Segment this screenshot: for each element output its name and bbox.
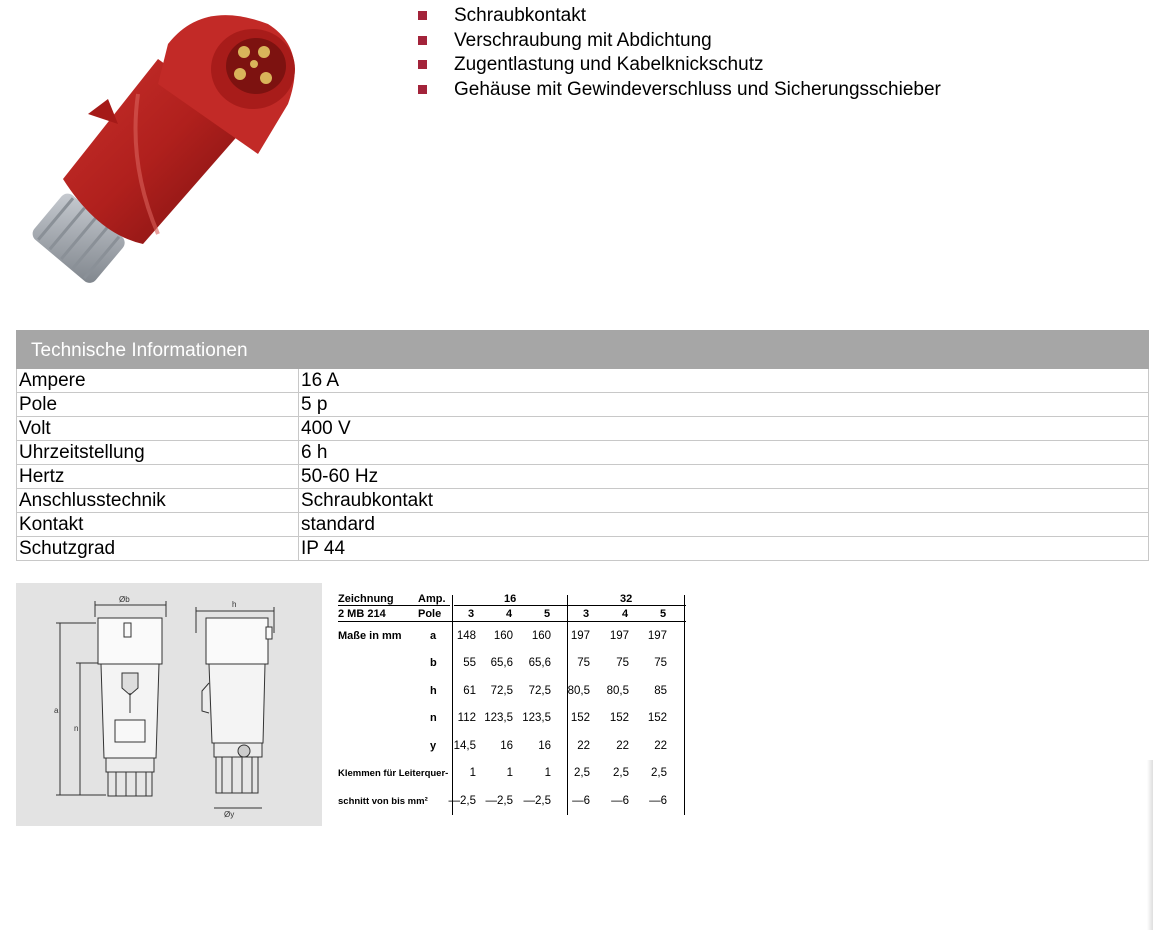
dim-cell: 85 <box>654 685 667 697</box>
feature-text: Gehäuse mit Gewindeverschluss und Sicherungsschieber <box>454 78 941 100</box>
pole-col: 3 <box>468 608 475 620</box>
dim-cell: 22 <box>577 740 590 752</box>
dim-cell: 197 <box>609 630 629 642</box>
pole-col: 5 <box>660 608 667 620</box>
dim-row-key: n <box>430 712 437 724</box>
pole-col: 5 <box>544 608 551 620</box>
row-label: Uhrzeitstellung <box>17 441 299 465</box>
rule <box>338 621 686 622</box>
row-value: 5 p <box>299 393 1149 417</box>
edge-shadow <box>1147 760 1153 930</box>
dim-cell: 75 <box>577 657 590 669</box>
dim-cell: 148 <box>456 630 476 642</box>
feature-text: Verschraubung mit Abdichtung <box>454 29 712 51</box>
square-bullet-icon <box>418 36 427 45</box>
rule <box>567 595 568 815</box>
dim-label-b: Øb <box>119 595 130 604</box>
square-bullet-icon <box>418 60 427 69</box>
feature-item <box>416 29 941 54</box>
rule <box>452 595 453 815</box>
dim-cell: 80,5 <box>567 685 590 697</box>
rule <box>338 605 450 606</box>
dim-cell: 197 <box>647 630 667 642</box>
dim-cell: 16 <box>500 740 513 752</box>
feature-item <box>416 53 941 78</box>
row-label: Volt <box>17 417 299 441</box>
feature-item <box>416 78 941 103</box>
row-label: Kontakt <box>17 513 299 537</box>
table-row <box>17 441 1149 465</box>
feature-item <box>416 4 941 29</box>
dim-cell: 152 <box>647 712 667 724</box>
table-row <box>17 489 1149 513</box>
dim-cell: 65,6 <box>490 657 513 669</box>
row-value: 50-60 Hz <box>299 465 1149 489</box>
row-label: Anschlusstechnik <box>17 489 299 513</box>
klemmen-from-cell: 1 <box>469 767 476 779</box>
dimension-drawing-svg <box>16 583 322 826</box>
dim-cell: 152 <box>570 712 590 724</box>
table-row <box>17 513 1149 537</box>
klemmen-from-cell: 1 <box>544 767 551 779</box>
dim-cell: 16 <box>538 740 551 752</box>
tech-info-table <box>16 330 1149 561</box>
table-row <box>17 537 1149 561</box>
klemmen-to-cell: —2,5 <box>485 795 513 807</box>
row-value: 16 A <box>299 369 1149 393</box>
klemmen-from-cell: 2,5 <box>651 767 667 779</box>
klemmen-to-cell: —2,5 <box>448 795 476 807</box>
dim-cell: 160 <box>493 630 513 642</box>
dim-cell: 72,5 <box>490 685 513 697</box>
pole-col: 4 <box>622 608 629 620</box>
table-row <box>17 393 1149 417</box>
klemmen-to-cell: —6 <box>611 795 629 807</box>
dim-label-y: Øy <box>224 810 235 819</box>
klemmen-from-cell: 1 <box>506 767 513 779</box>
header-pole: Pole <box>418 608 442 620</box>
dim-cell: 75 <box>616 657 629 669</box>
amp-group-32: 32 <box>620 593 633 605</box>
table-row <box>17 417 1149 441</box>
dim-cell: 123,5 <box>522 712 551 724</box>
klemmen-label-2: schnitt von bis mm² <box>338 796 428 807</box>
dimension-table <box>338 590 688 820</box>
table-row <box>17 465 1149 489</box>
dimension-drawing <box>16 583 322 826</box>
dim-cell: 80,5 <box>606 685 629 697</box>
dim-cell: 152 <box>609 712 629 724</box>
dim-cell: 65,6 <box>528 657 551 669</box>
row-value: 6 h <box>299 441 1149 465</box>
tech-info-header: Technische Informationen <box>17 331 1149 369</box>
row-label: Ampere <box>17 369 299 393</box>
dim-label-n: n <box>74 724 79 733</box>
dim-label-a: a <box>54 706 59 715</box>
klemmen-to-cell: —6 <box>572 795 590 807</box>
dim-row-key: h <box>430 685 437 697</box>
header-amp: Amp. <box>418 593 446 605</box>
dim-cell: 123,5 <box>484 712 513 724</box>
header-zeichnung: Zeichnung <box>338 593 394 605</box>
tech-info-header-row <box>17 331 1149 369</box>
row-value: Schraubkontakt <box>299 489 1149 513</box>
table-row <box>17 369 1149 393</box>
dim-cell: 197 <box>570 630 590 642</box>
row-value: standard <box>299 513 1149 537</box>
rule <box>684 595 685 815</box>
feature-text: Zugentlastung und Kabelknickschutz <box>454 54 764 75</box>
dim-cell: 61 <box>463 685 476 697</box>
klemmen-from-cell: 2,5 <box>574 767 590 779</box>
dim-cell: 160 <box>531 630 551 642</box>
section-label: Maße in mm <box>338 630 402 642</box>
klemmen-to-cell: —2,5 <box>523 795 551 807</box>
pole-col: 3 <box>583 608 590 620</box>
feature-text: Schraubkontakt <box>454 5 587 26</box>
dim-cell: 55 <box>463 657 476 669</box>
rule <box>454 605 686 606</box>
dim-label-h: h <box>232 600 237 609</box>
row-label: Hertz <box>17 465 299 489</box>
feature-list <box>416 4 941 102</box>
klemmen-from-cell: 2,5 <box>613 767 629 779</box>
row-label: Schutzgrad <box>17 537 299 561</box>
pole-col: 4 <box>506 608 513 620</box>
dim-cell: 72,5 <box>528 685 551 697</box>
product-image <box>18 4 308 284</box>
dim-row-key: a <box>430 630 437 642</box>
klemmen-to-cell: —6 <box>649 795 667 807</box>
square-bullet-icon <box>418 85 427 94</box>
dim-cell: 14,5 <box>453 740 476 752</box>
row-label: Pole <box>17 393 299 417</box>
header-drawing-number: 2 MB 214 <box>338 608 386 620</box>
row-value: 400 V <box>299 417 1149 441</box>
klemmen-label: Klemmen für Leiterquer- <box>338 768 449 779</box>
square-bullet-icon <box>418 11 427 20</box>
dim-cell: 112 <box>457 712 476 724</box>
dim-cell: 75 <box>654 657 667 669</box>
dim-row-key: b <box>430 657 437 669</box>
amp-group-16: 16 <box>504 593 517 605</box>
row-value: IP 44 <box>299 537 1149 561</box>
dim-cell: 22 <box>616 740 629 752</box>
dim-cell: 22 <box>654 740 667 752</box>
dim-row-key: y <box>430 740 437 752</box>
